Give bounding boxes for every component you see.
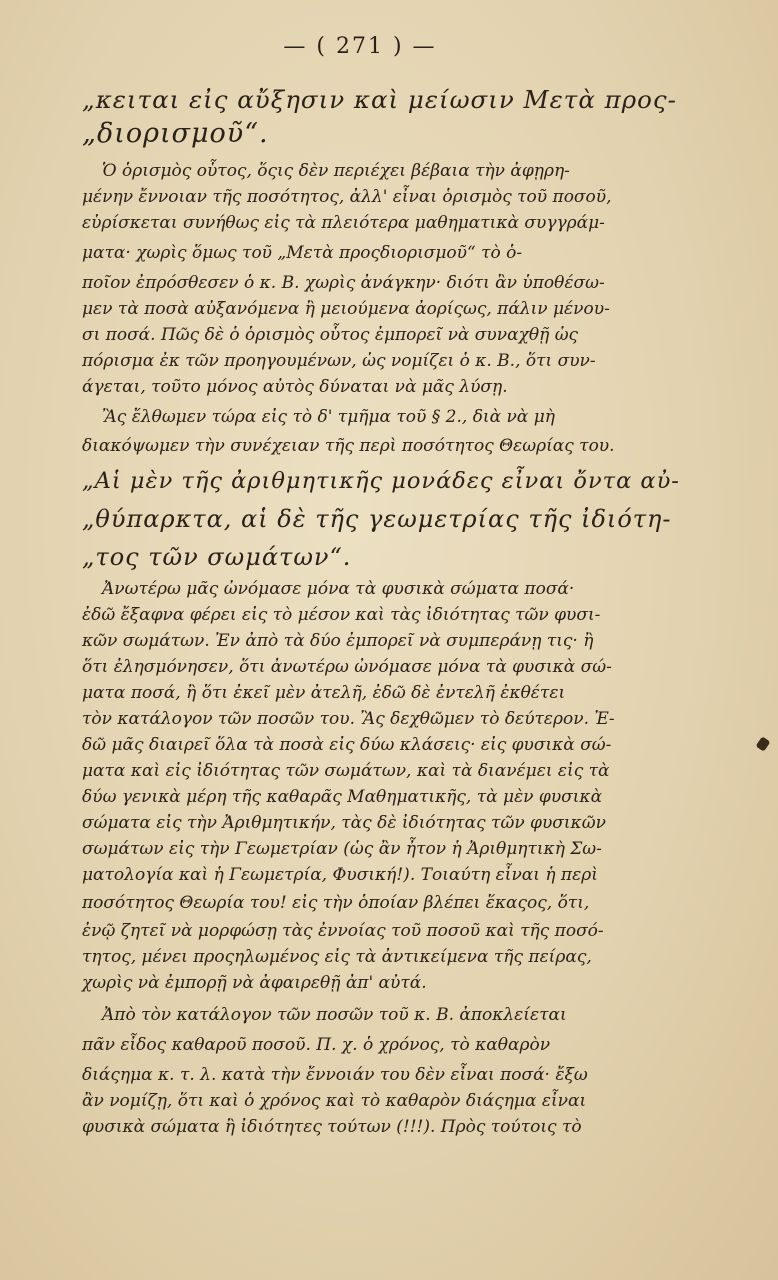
text-line: τητος, μένει προςηλωμένος εἰς τὰ ἀντικείμενα τῆς πείρας, (82, 947, 592, 967)
text-line: εὑρίσκεται συνήθως εἰς τὰ πλειότερα μαθηματικὰ συγγράμ- (82, 213, 605, 233)
text-line: ἂν νομίζῃ, ὅτι καὶ ὁ χρόνος καὶ τὸ καθαρὸν διάςημα εἶναι (82, 1091, 587, 1111)
text-line: ματα καὶ εἰς ἰδιότητας τῶν σωμάτων, καὶ τὰ διανέμει εἰς τὰ (82, 761, 610, 781)
page-number: — ( 271 ) — (283, 34, 437, 59)
text-line: „κειται εἰς αὔξησιν καὶ μείωσιν Μετὰ προς- (82, 85, 677, 114)
text-line: κῶν σωμάτων. Ἐν ἀπὸ τὰ δύο ἐμπορεῖ νὰ συμπεράνῃ τις· ἢ (82, 631, 594, 651)
text-line: ἐνῷ ζητεῖ νὰ μορφώσῃ τὰς ἐννοίας τοῦ ποσοῦ καὶ τῆς ποσό- (82, 921, 604, 941)
page-text (82, 78, 682, 1140)
text-line: μεν τὰ ποσὰ αὐξανόμενα ἢ μειούμενα ἀορίςως, πάλιν μένου- (82, 299, 610, 319)
text-line: δύω γενικὰ μέρη τῆς καθαρᾶς Μαθηματικῆς, τὰ μὲν φυσικὰ (82, 787, 603, 807)
text-line: „Αἱ μὲν τῆς ἀριθμητικῆς μονάδες εἶναι ὄντα αὐ- (82, 468, 680, 494)
text-line: φυσικὰ σώματα ἢ ἰδιότητες τούτων (!!!). Πρὸς τούτοις τὸ (82, 1117, 582, 1137)
text-line: „διορισμοῦ“. (82, 118, 269, 149)
text-line: Ἂς ἔλθωμεν τώρα εἰς τὸ δ' τμῆμα τοῦ § 2., διὰ νὰ μὴ (102, 407, 555, 427)
text-line: σι ποσά. Πῶς δὲ ὁ ὁρισμὸς οὗτος ἐμπορεῖ νὰ συναχθῇ ὡς (82, 325, 579, 345)
text-line: Ὁ ὁρισμὸς οὗτος, ὅςις δὲν περιέχει βέβαια τὴν ἀφῃρη- (102, 161, 570, 181)
text-line: διάςημα κ. τ. λ. κατὰ τὴν ἔννοιάν του δὲν εἶναι ποσά· ἔξω (82, 1065, 588, 1085)
text-line: „τος τῶν σωμάτων“. (82, 543, 352, 571)
text-line: „θύπαρκτα, αἱ δὲ τῆς γεωμετρίας τῆς ἰδιότη- (82, 505, 672, 533)
text-line: διακόψωμεν τὴν συνέχειαν τῆς περὶ ποσότητος Θεωρίας του. (82, 436, 615, 456)
text-line: ματα ποσά, ἢ ὅτι ἐκεῖ μὲν ἀτελῆ, ἐδῶ δὲ ἐντελῆ ἐκθέτει (82, 683, 566, 703)
text-line: σώματα εἰς τὴν Ἀριθμητικήν, τὰς δὲ ἰδιότητας τῶν φυσικῶν (82, 813, 606, 833)
paper-blemish (755, 736, 770, 752)
text-line: ὅτι ἐλησμόνησεν, ὅτι ἀνωτέρω ὠνόμασε μόνα τὰ φυσικὰ σώ- (82, 657, 612, 677)
text-line: μένην ἔννοιαν τῆς ποσότητος, ἀλλ' εἶναι ὁρισμὸς τοῦ ποσοῦ, (82, 187, 612, 207)
text-line: πόρισμα ἐκ τῶν προηγουμένων, ὡς νομίζει ὁ κ. Β., ὅτι συν- (82, 351, 596, 371)
text-line: σωμάτων εἰς τὴν Γεωμετρίαν (ὡς ἂν ἦτον ἡ Ἀριθμητικὴ Σω- (82, 839, 602, 859)
text-line: ματα· χωρὶς ὅμως τοῦ „Μετὰ προςδιορισμοῦ“ τὸ ὁ- (82, 243, 523, 263)
text-line: ποσότητος Θεωρία του! εἰς τὴν ὁποίαν βλέπει ἕκαςος, ὅτι, (82, 893, 590, 913)
text-line: Ἀνωτέρω μᾶς ὠνόμασε μόνα τὰ φυσικὰ σώματα ποσά· (102, 579, 575, 599)
text-line: ποῖον ἐπρόσθεσεν ὁ κ. Β. χωρὶς ἀνάγκην· διότι ἂν ὑποθέσω- (82, 273, 605, 293)
text-line: ἐδῶ ἔξαφνα φέρει εἰς τὸ μέσον καὶ τὰς ἰδιότητας τῶν φυσι- (82, 605, 601, 625)
text-line: δῶ μᾶς διαιρεῖ ὅλα τὰ ποσὰ εἰς δύω κλάσεις· εἰς φυσικὰ σώ- (82, 735, 612, 755)
text-line: τὸν κατάλογον τῶν ποσῶν του. Ἂς δεχθῶμεν τὸ δεύτερον. Ἐ- (82, 709, 615, 729)
text-line: Ἀπὸ τὸν κατάλογον τῶν ποσῶν τοῦ κ. Β. ἀποκλείεται (102, 1005, 567, 1025)
text-line: ματολογία καὶ ἡ Γεωμετρία, Φυσική!). Τοιαύτη εἶναι ἡ περὶ (82, 865, 598, 885)
text-line: πᾶν εἶδος καθαροῦ ποσοῦ. Π. χ. ὁ χρόνος, τὸ καθαρὸν (82, 1035, 551, 1055)
text-line: χωρὶς νὰ ἐμπορῇ νὰ ἀφαιρεθῇ ἀπ' αὐτά. (82, 973, 427, 993)
text-line: άγεται, τοῦτο μόνος αὐτὸς δύναται νὰ μᾶς λύσῃ. (82, 377, 508, 397)
